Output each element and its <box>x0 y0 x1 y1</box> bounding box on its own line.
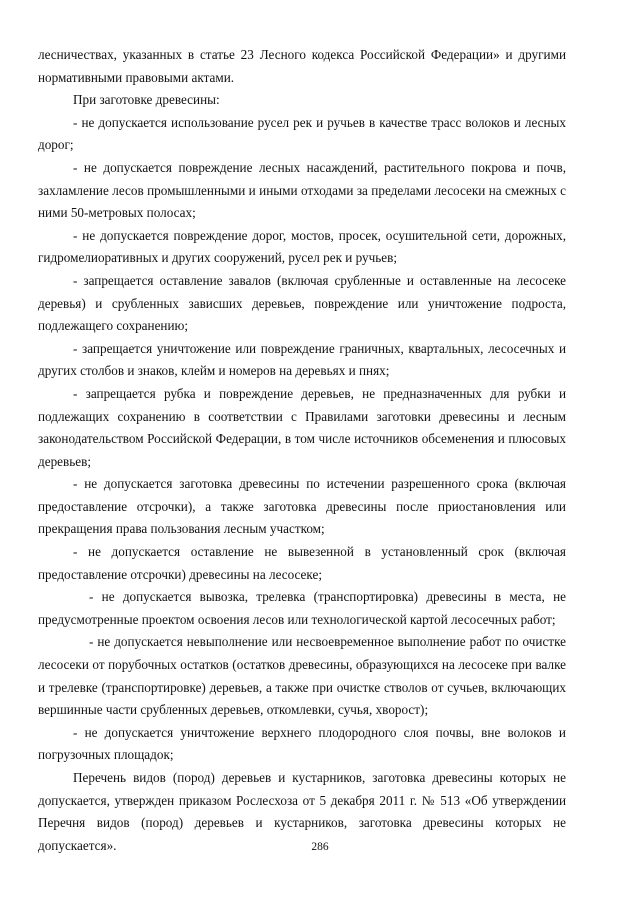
body-text <box>38 44 566 857</box>
list-item: - запрещается уничтожение или повреждение граничных, квартальных, лесосечных и других столбов и знаков, клейм и номеров на деревьях и пнях; <box>38 340 566 379</box>
list-item: - не допускается вывозка, трелевка (транспортировка) древесины в места, не предусмотренные проектом освоения лесов или технологической картой лесосечных работ; <box>38 589 566 627</box>
list-item: - не допускается заготовка древесины по истечении разрешенного срока (включая предоставление отсрочки), а также заготовка древесины после приостановления или прекращения права пользования лесным участком; <box>38 476 566 537</box>
list-item: - не допускается уничтожение верхнего плодородного слоя почвы, вне волоков и погрузочных площадок; <box>38 724 566 763</box>
list-item: - не допускается повреждение дорог, мостов, просек, осушительной сети, дорожных, гидромелиоративных и других сооружений, русел рек и ручьев; <box>38 227 566 266</box>
page-number: 286 <box>311 841 329 853</box>
list-item: - не допускается повреждение лесных насаждений, растительного покрова и почв, захламление лесов промышленными и иными отходами за пределами лесосеки на смежных с ними 50-метровых полосах; <box>38 159 566 221</box>
list-item: - запрещается рубка и повреждение деревьев, не предназначенных для рубки и подлежащих сохранению в соответствии с Правилами заготовки древесины и лесным законодательством Российской Федерации, в том числе источников обсеменения и плюсовых деревьев; <box>38 385 566 469</box>
list-item: - не допускается невыполнение или несвоевременное выполнение работ по очистке лесосеки от порубочных остатков (остатков древесины, образующихся на лесосеке при валке и трелевке (транспортировке) деревьев, а также при очистке стволов от сучьев, включающих вершинные части срубленных деревьев, откомлевки, сучья, хворост); <box>38 634 566 718</box>
paragraph-continuation: лесничествах, указанных в статье 23 Лесного кодекса Российской Федерации» и другими нормативными правовыми актами. <box>38 47 566 85</box>
list-item: - запрещается оставление завалов (включая срубленные и оставленные на лесосеке деревья) и срубленных зависших деревьев, повреждение или уничтожение подроста, подлежащего сохранению; <box>38 272 566 334</box>
list-item: - не допускается использование русел рек и ручьев в качестве трасс волоков и лесных дорог; <box>38 114 566 153</box>
paragraph-closing: Перечень видов (пород) деревьев и кустарников, заготовка древесины которых не допускается, утвержден приказом Рослесхоза от 5 декабря 2011 г. № 513 «Об утверждении Перечня видов (пород) деревьев и кустарников, заготовка древесины которых не допускается». <box>38 770 566 853</box>
list-item: - не допускается оставление не вывезенной в установленный срок (включая предоставление отсрочки) древесины на лесосеке; <box>38 544 566 582</box>
paragraph-intro: При заготовке древесины: <box>73 92 220 108</box>
